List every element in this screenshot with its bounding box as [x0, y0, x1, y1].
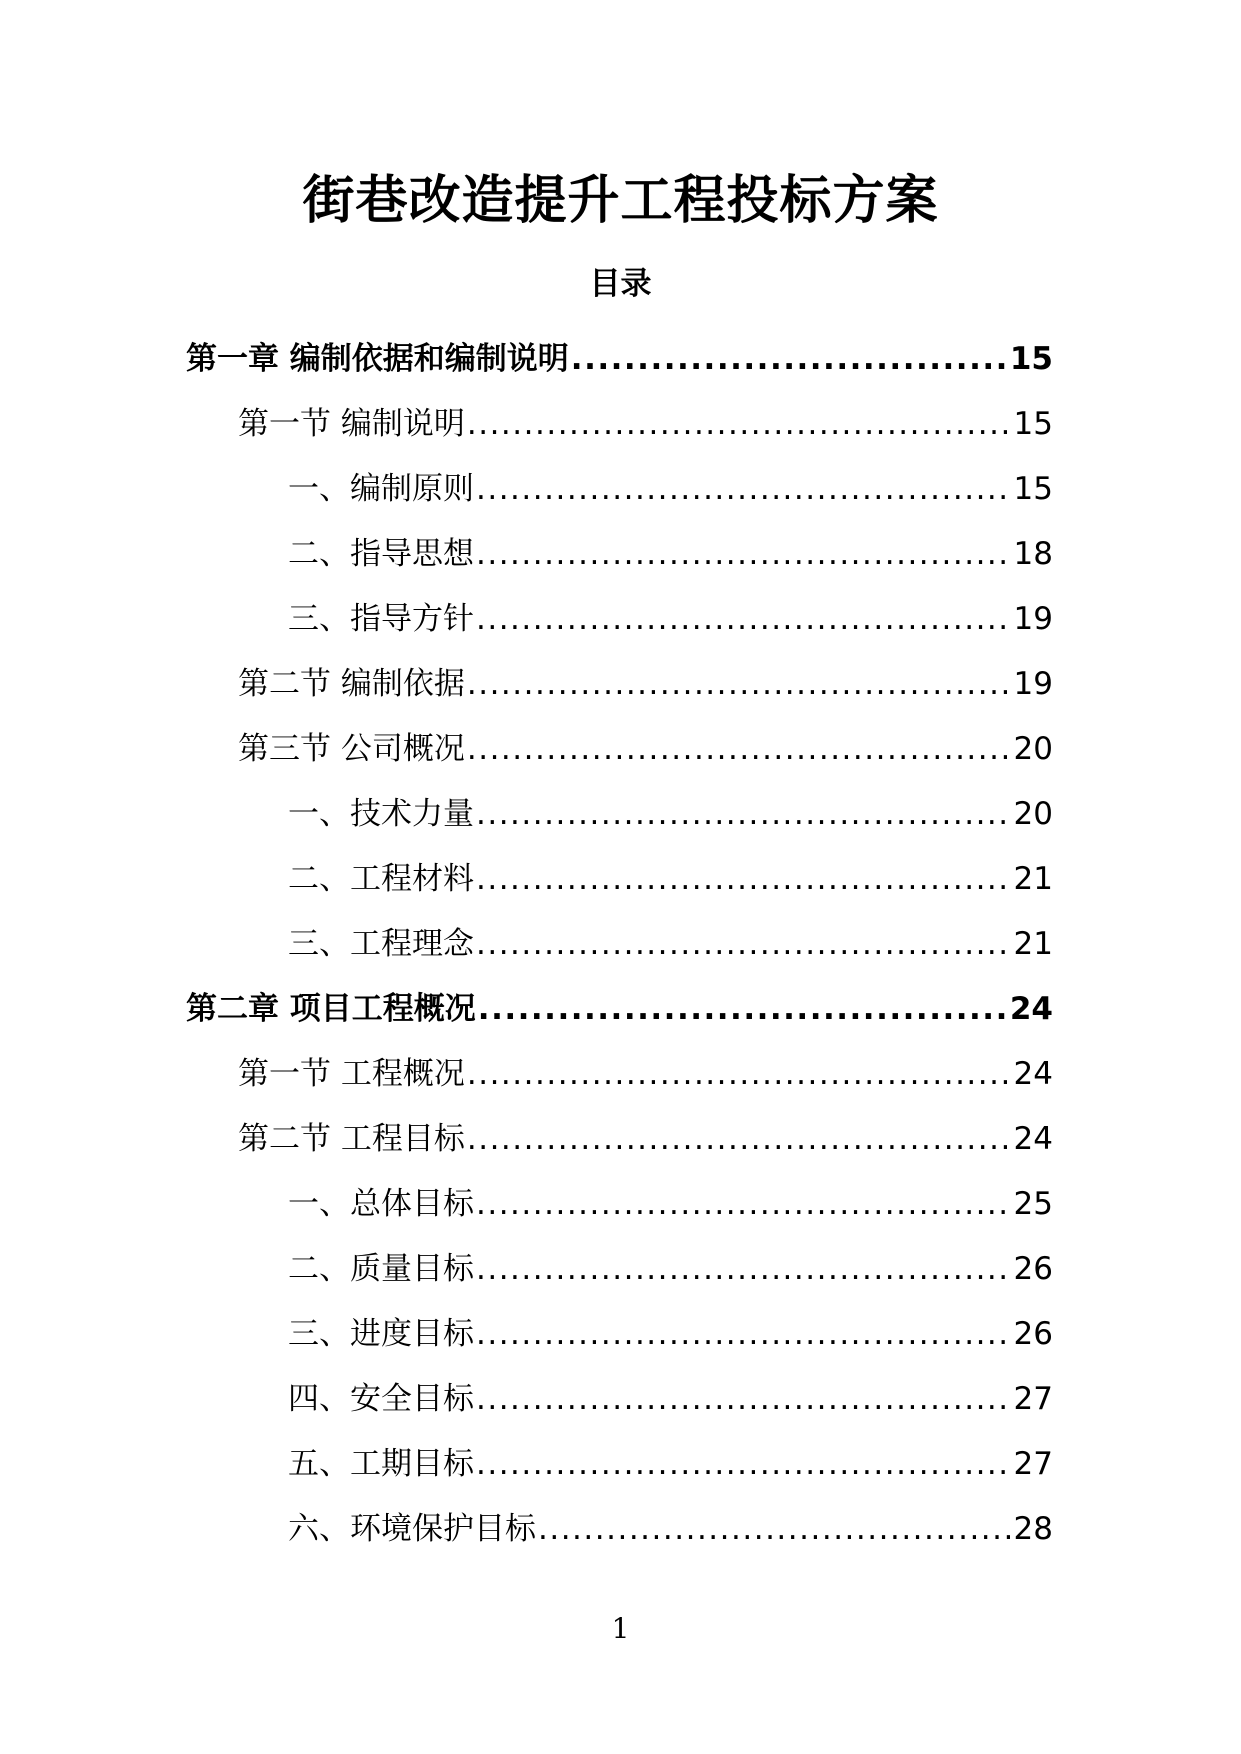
toc-dot-leader	[476, 457, 1012, 522]
toc-entry-page-number: 26	[1013, 1251, 1053, 1287]
toc-entry-page-number: 24	[1009, 991, 1053, 1027]
toc-entry-page-number: 18	[1013, 536, 1053, 572]
toc-subsection-entry[interactable]	[186, 587, 1053, 652]
toc-entry-label: 一、技术力量	[288, 796, 474, 832]
toc-dot-leader	[476, 1367, 1012, 1432]
toc-entry-label: 五、工期目标	[288, 1446, 474, 1482]
toc-entry-label: 第一节 工程概况	[238, 1056, 465, 1092]
toc-entry-label: 三、进度目标	[288, 1316, 474, 1352]
toc-subsection-entry[interactable]	[186, 1367, 1053, 1432]
toc-entry-page-number: 28	[1013, 1511, 1053, 1547]
toc-entry-page-number: 19	[1013, 601, 1053, 637]
toc-subsection-entry[interactable]	[186, 1432, 1053, 1497]
toc-entry-page-number: 19	[1013, 666, 1053, 702]
toc-entry-label: 二、质量目标	[288, 1251, 474, 1287]
table-of-contents	[186, 327, 1053, 1562]
toc-entry-label: 第三节 公司概况	[238, 731, 465, 767]
toc-subsection-entry[interactable]	[186, 457, 1053, 522]
toc-dot-leader	[476, 587, 1012, 652]
toc-entry-page-number: 21	[1013, 926, 1053, 962]
toc-entry-label: 二、工程材料	[288, 861, 474, 897]
toc-dot-leader	[478, 977, 1008, 1042]
toc-dot-leader	[476, 782, 1012, 847]
page-title: 街巷改造提升工程投标方案	[302, 171, 939, 231]
toc-entry-page-number: 24	[1013, 1121, 1053, 1157]
toc-dot-leader	[476, 1172, 1012, 1237]
toc-entry-label: 第二节 工程目标	[238, 1121, 465, 1157]
toc-subsection-entry[interactable]	[186, 1302, 1053, 1367]
toc-dot-leader	[467, 1107, 1012, 1172]
toc-section-entry[interactable]	[186, 717, 1053, 782]
toc-dot-leader	[476, 522, 1012, 587]
toc-section-entry[interactable]	[186, 1107, 1053, 1172]
toc-entry-label: 第一节 编制说明	[238, 406, 465, 442]
toc-subsection-entry[interactable]	[186, 1497, 1053, 1562]
toc-dot-leader	[538, 1497, 1012, 1562]
toc-subsection-entry[interactable]	[186, 847, 1053, 912]
toc-dot-leader	[476, 1237, 1012, 1302]
toc-entry-page-number: 20	[1013, 731, 1053, 767]
toc-entry-page-number: 20	[1013, 796, 1053, 832]
toc-entry-page-number: 25	[1013, 1186, 1053, 1222]
toc-entry-label: 第一章 编制依据和编制说明	[186, 341, 569, 377]
toc-dot-leader	[467, 717, 1012, 782]
toc-entry-label: 三、工程理念	[288, 926, 474, 962]
toc-entry-page-number: 15	[1013, 406, 1053, 442]
toc-subsection-entry[interactable]	[186, 522, 1053, 587]
toc-entry-label: 三、指导方针	[288, 601, 474, 637]
toc-subsection-entry[interactable]	[186, 1237, 1053, 1302]
toc-entry-label: 一、总体目标	[288, 1186, 474, 1222]
toc-section-entry[interactable]	[186, 1042, 1053, 1107]
toc-dot-leader	[467, 392, 1012, 457]
toc-entry-page-number: 27	[1013, 1446, 1053, 1482]
toc-entry-label: 第二章 项目工程概况	[186, 991, 476, 1027]
toc-heading: 目录	[589, 266, 652, 302]
toc-dot-leader	[476, 1432, 1012, 1497]
toc-entry-page-number: 24	[1013, 1056, 1053, 1092]
toc-dot-leader	[476, 912, 1012, 977]
toc-entry-page-number: 15	[1009, 341, 1053, 377]
toc-entry-page-number: 21	[1013, 861, 1053, 897]
toc-subsection-entry[interactable]	[186, 912, 1053, 977]
toc-entry-label: 四、安全目标	[288, 1381, 474, 1417]
toc-entry-page-number: 26	[1013, 1316, 1053, 1352]
toc-entry-label: 二、指导思想	[288, 536, 474, 572]
toc-dot-leader	[467, 652, 1012, 717]
page-number: 1	[611, 1612, 630, 1645]
toc-dot-leader	[467, 1042, 1012, 1107]
toc-section-entry[interactable]	[186, 392, 1053, 457]
toc-dot-leader	[476, 1302, 1012, 1367]
toc-dot-leader	[571, 327, 1008, 392]
toc-entry-label: 第二节 编制依据	[238, 666, 465, 702]
toc-entry-label: 一、编制原则	[288, 471, 474, 507]
toc-entry-label: 六、环境保护目标	[288, 1511, 536, 1547]
toc-subsection-entry[interactable]	[186, 782, 1053, 847]
toc-chapter-entry[interactable]	[186, 327, 1053, 392]
toc-dot-leader	[476, 847, 1012, 912]
toc-chapter-entry[interactable]	[186, 977, 1053, 1042]
toc-subsection-entry[interactable]	[186, 1172, 1053, 1237]
toc-entry-page-number: 27	[1013, 1381, 1053, 1417]
toc-entry-page-number: 15	[1013, 471, 1053, 507]
toc-section-entry[interactable]	[186, 652, 1053, 717]
